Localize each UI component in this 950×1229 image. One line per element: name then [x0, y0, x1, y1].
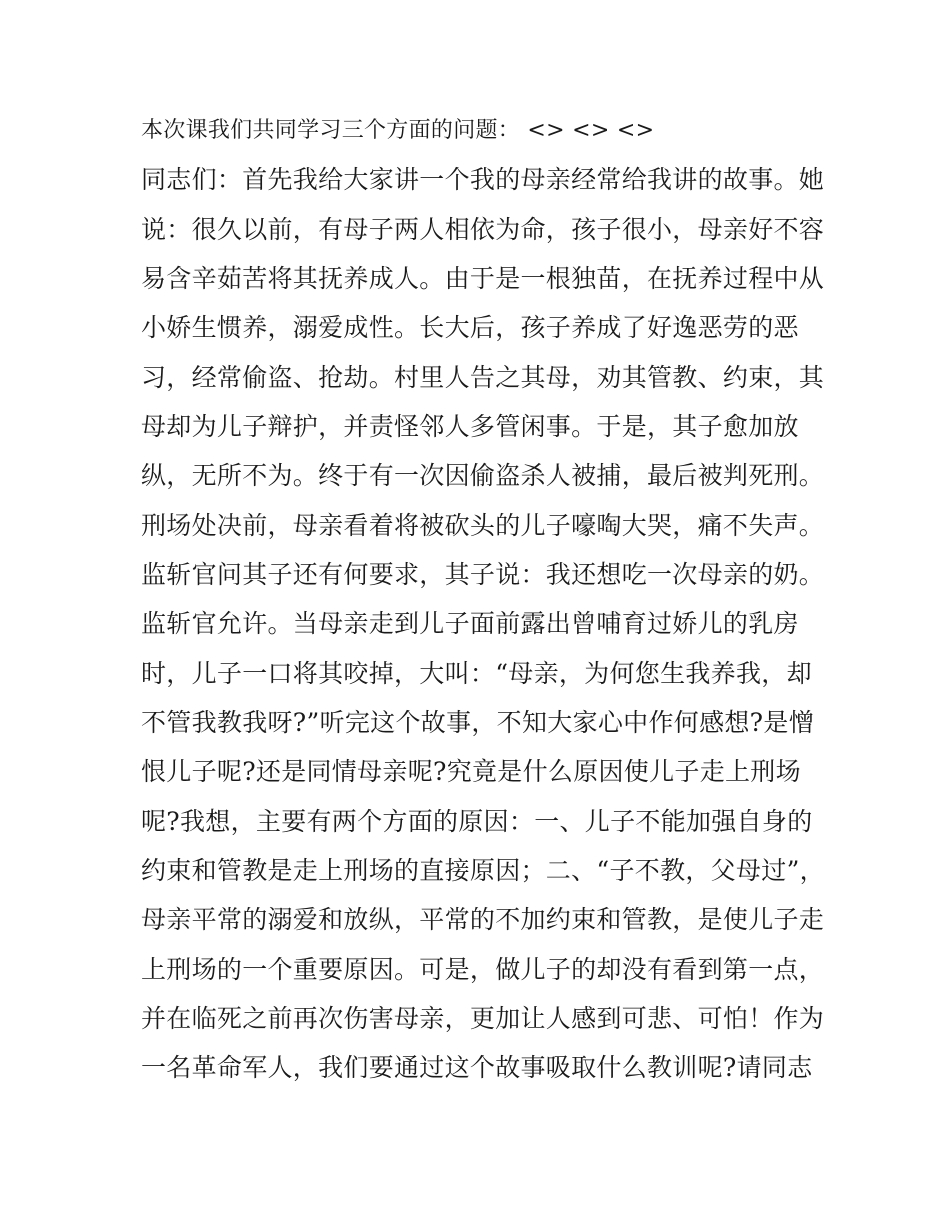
paragraph-line: 时，儿子一口将其咬掉，大叫：“母亲，为何您生我养我，却 — [141, 659, 812, 688]
paragraph-line: 说：很久以前，有母子两人相依为命，孩子很小，母亲好不容 — [141, 215, 825, 244]
paragraph-line: 不管我教我呀?”听完这个故事，不知大家心中作何感想?是憎 — [141, 708, 814, 737]
paragraph-line: 刑场处决前，母亲看着将被砍头的儿子嚎啕大哭，痛不失声。 — [141, 511, 825, 540]
paragraph-line: 母却为儿子辩护，并责怪邻人多管闲事。于是，其子愈加放 — [141, 412, 799, 441]
paragraph-line: 习，经常偷盗、抢劫。村里人告之其母，劝其管教、约束，其 — [141, 363, 825, 392]
paragraph-line: 上刑场的一个重要原因。可是，做儿子的却没有看到第一点， — [141, 955, 825, 984]
paragraph-line: 恨儿子呢?还是同情母亲呢?究竟是什么原因使儿子走上刑场 — [141, 757, 801, 786]
paragraph-line: 母亲平常的溺爱和放纵，平常的不加约束和管教，是使儿子走 — [141, 905, 825, 934]
paragraph-line: 一名革命军人，我们要通过这个故事吸取什么教训呢?请同志 — [141, 1053, 813, 1082]
intro-line: 本次课我们共同学习三个方面的问题： <> <> <> — [141, 118, 655, 143]
paragraph-line: 呢?我想，主要有两个方面的原因：一、儿子不能加强自身的 — [141, 807, 813, 836]
paragraph-line: 同志们：首先我给大家讲一个我的母亲经常给我讲的故事。她 — [141, 165, 825, 194]
paragraph-line: 监斩官问其子还有何要求，其子说：我还想吃一次母亲的奶。 — [141, 560, 825, 589]
paragraph-line: 并在临死之前再次伤害母亲，更加让人感到可悲、可怕！作为 — [141, 1004, 825, 1033]
paragraph-line: 小娇生惯养，溺爱成性。长大后，孩子养成了好逸恶劳的恶 — [141, 313, 799, 342]
paragraph-line: 约束和管教是走上刑场的直接原因；二、“子不教，父母过”， — [141, 856, 825, 885]
paragraph-line: 易含辛茹苦将其抚养成人。由于是一根独苗，在抚养过程中从 — [141, 264, 825, 293]
paragraph-line: 监斩官允许。当母亲走到儿子面前露出曾哺育过娇儿的乳房 — [141, 609, 799, 638]
paragraph-line: 纵，无所不为。终于有一次因偷盗杀人被捕，最后被判死刑。 — [141, 461, 825, 490]
